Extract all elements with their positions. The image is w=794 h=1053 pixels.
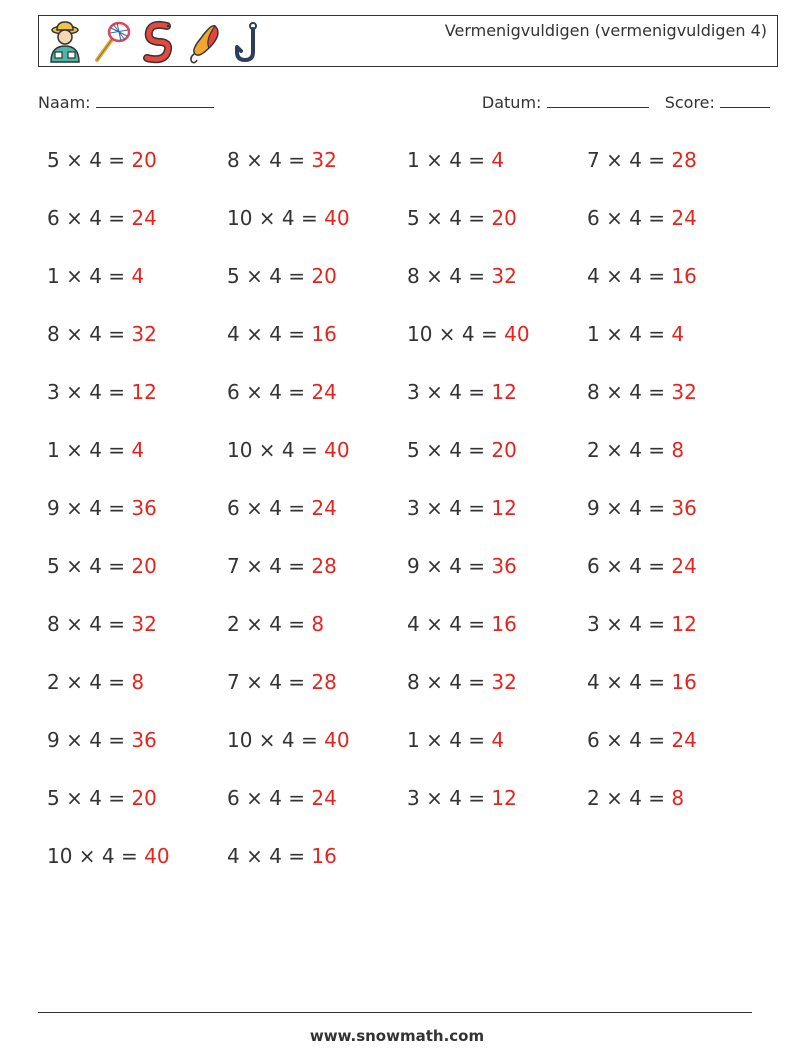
problem-answer: 20 bbox=[131, 148, 157, 172]
problem-question: 3 × 4 = bbox=[407, 380, 492, 404]
problem-question: 5 × 4 = bbox=[407, 438, 492, 462]
problem-answer: 4 bbox=[491, 728, 505, 752]
problem-question: 5 × 4 = bbox=[47, 786, 132, 810]
problem-item bbox=[227, 783, 337, 813]
problem-answer: 16 bbox=[311, 844, 337, 868]
problem-answer: 32 bbox=[311, 148, 337, 172]
problem-question: 7 × 4 = bbox=[227, 554, 312, 578]
problem-question: 10 × 4 = bbox=[227, 206, 325, 230]
fishing-hook-icon bbox=[229, 20, 269, 64]
problem-question: 7 × 4 = bbox=[587, 148, 672, 172]
problem-item bbox=[587, 551, 697, 581]
problem-item bbox=[587, 493, 697, 523]
problem-question: 10 × 4 = bbox=[407, 322, 505, 346]
problem-answer: 20 bbox=[131, 554, 157, 578]
problem-item bbox=[47, 435, 144, 465]
problem-answer: 4 bbox=[131, 438, 145, 462]
name-field bbox=[38, 93, 214, 112]
problem-answer: 40 bbox=[324, 438, 350, 462]
problem-item bbox=[227, 725, 350, 755]
problem-question: 4 × 4 = bbox=[227, 322, 312, 346]
header-icons bbox=[45, 20, 269, 64]
problem-answer: 12 bbox=[131, 380, 157, 404]
fisherman-icon bbox=[45, 20, 85, 64]
problem-question: 8 × 4 = bbox=[47, 612, 132, 636]
problem-answer: 32 bbox=[491, 264, 517, 288]
problem-item bbox=[407, 667, 517, 697]
problem-answer: 32 bbox=[131, 612, 157, 636]
problem-item bbox=[47, 841, 170, 871]
problem-question: 10 × 4 = bbox=[47, 844, 145, 868]
worksheet-header bbox=[38, 15, 778, 67]
problem-item bbox=[587, 609, 697, 639]
worksheet-title: Vermenigvuldigen (vermenigvuldigen 4) bbox=[444, 21, 767, 40]
problem-answer: 32 bbox=[131, 322, 157, 346]
problem-answer: 40 bbox=[504, 322, 530, 346]
problem-question: 3 × 4 = bbox=[407, 786, 492, 810]
problem-question: 9 × 4 = bbox=[407, 554, 492, 578]
problem-question: 1 × 4 = bbox=[47, 264, 132, 288]
problem-answer: 8 bbox=[671, 438, 685, 462]
problem-answer: 8 bbox=[311, 612, 325, 636]
problem-answer: 32 bbox=[491, 670, 517, 694]
problem-item bbox=[407, 261, 517, 291]
problem-question: 8 × 4 = bbox=[47, 322, 132, 346]
problem-item bbox=[407, 725, 504, 755]
problem-item bbox=[227, 841, 337, 871]
problem-answer: 24 bbox=[131, 206, 157, 230]
problem-question: 6 × 4 = bbox=[227, 496, 312, 520]
problem-answer: 4 bbox=[131, 264, 145, 288]
problem-item bbox=[47, 145, 157, 175]
problem-item bbox=[47, 725, 157, 755]
problem-question: 6 × 4 = bbox=[227, 380, 312, 404]
worm-icon bbox=[137, 20, 177, 64]
problem-item bbox=[587, 319, 684, 349]
problem-question: 3 × 4 = bbox=[407, 496, 492, 520]
problem-item bbox=[47, 783, 157, 813]
problem-question: 1 × 4 = bbox=[47, 438, 132, 462]
problem-question: 10 × 4 = bbox=[227, 438, 325, 462]
problem-question: 9 × 4 = bbox=[47, 728, 132, 752]
problem-answer: 16 bbox=[671, 670, 697, 694]
problem-item bbox=[407, 319, 530, 349]
problem-question: 8 × 4 = bbox=[407, 264, 492, 288]
footer-url: www.snowmath.com bbox=[309, 1027, 485, 1045]
problem-answer: 16 bbox=[671, 264, 697, 288]
problem-item bbox=[407, 203, 517, 233]
problem-answer: 36 bbox=[671, 496, 697, 520]
date-score-fields bbox=[482, 93, 770, 112]
problem-question: 2 × 4 = bbox=[587, 786, 672, 810]
problem-answer: 12 bbox=[491, 496, 517, 520]
problem-question: 2 × 4 = bbox=[587, 438, 672, 462]
problem-answer: 24 bbox=[671, 728, 697, 752]
problem-question: 5 × 4 = bbox=[47, 554, 132, 578]
problem-answer: 40 bbox=[324, 728, 350, 752]
problem-question: 6 × 4 = bbox=[227, 786, 312, 810]
problem-item bbox=[407, 377, 517, 407]
problem-item bbox=[47, 493, 157, 523]
problem-item bbox=[227, 261, 337, 291]
problem-question: 6 × 4 = bbox=[47, 206, 132, 230]
name-blank[interactable] bbox=[96, 93, 214, 108]
problem-question: 4 × 4 = bbox=[587, 264, 672, 288]
name-label: Naam: bbox=[38, 93, 91, 112]
problem-question: 3 × 4 = bbox=[587, 612, 672, 636]
problem-item bbox=[227, 609, 324, 639]
problem-question: 8 × 4 = bbox=[227, 148, 312, 172]
problem-answer: 36 bbox=[131, 728, 157, 752]
problem-item bbox=[407, 551, 517, 581]
problem-answer: 24 bbox=[671, 554, 697, 578]
problem-answer: 36 bbox=[131, 496, 157, 520]
problem-answer: 28 bbox=[671, 148, 697, 172]
score-label: Score: bbox=[664, 93, 715, 112]
problem-item bbox=[227, 319, 337, 349]
problem-item bbox=[227, 493, 337, 523]
problem-answer: 16 bbox=[311, 322, 337, 346]
date-blank[interactable] bbox=[547, 93, 649, 108]
problem-item bbox=[47, 609, 157, 639]
problem-question: 3 × 4 = bbox=[47, 380, 132, 404]
problem-question: 6 × 4 = bbox=[587, 728, 672, 752]
problem-question: 5 × 4 = bbox=[407, 206, 492, 230]
problem-item bbox=[407, 783, 517, 813]
problem-answer: 20 bbox=[131, 786, 157, 810]
problem-item bbox=[587, 377, 697, 407]
problem-answer: 12 bbox=[491, 786, 517, 810]
problem-answer: 16 bbox=[491, 612, 517, 636]
problem-answer: 32 bbox=[671, 380, 697, 404]
problem-item bbox=[587, 261, 697, 291]
problem-question: 2 × 4 = bbox=[47, 670, 132, 694]
problem-question: 8 × 4 = bbox=[407, 670, 492, 694]
problem-item bbox=[587, 435, 684, 465]
problem-answer: 20 bbox=[491, 206, 517, 230]
fishing-lure-icon bbox=[183, 20, 223, 64]
problem-item bbox=[407, 145, 504, 175]
problem-item bbox=[227, 551, 337, 581]
fishing-net-icon bbox=[91, 20, 131, 64]
problem-answer: 12 bbox=[491, 380, 517, 404]
problem-question: 4 × 4 = bbox=[407, 612, 492, 636]
problem-question: 1 × 4 = bbox=[407, 148, 492, 172]
problem-question: 7 × 4 = bbox=[227, 670, 312, 694]
problem-item bbox=[227, 667, 337, 697]
problem-question: 2 × 4 = bbox=[227, 612, 312, 636]
problem-question: 6 × 4 = bbox=[587, 554, 672, 578]
problem-answer: 28 bbox=[311, 554, 337, 578]
problem-answer: 8 bbox=[131, 670, 145, 694]
problem-question: 10 × 4 = bbox=[227, 728, 325, 752]
problem-item bbox=[407, 493, 517, 523]
problem-item bbox=[227, 145, 337, 175]
problem-item bbox=[227, 435, 350, 465]
problem-answer: 24 bbox=[311, 496, 337, 520]
problem-item bbox=[587, 725, 697, 755]
date-label: Datum: bbox=[481, 93, 542, 112]
problem-item bbox=[587, 783, 684, 813]
score-blank[interactable] bbox=[720, 93, 770, 108]
problem-question: 8 × 4 = bbox=[587, 380, 672, 404]
problem-item bbox=[407, 609, 517, 639]
footer-divider bbox=[38, 1012, 752, 1013]
problem-answer: 20 bbox=[491, 438, 517, 462]
problem-item bbox=[587, 667, 697, 697]
problem-item bbox=[587, 145, 697, 175]
problem-item bbox=[47, 551, 157, 581]
problem-item bbox=[227, 377, 337, 407]
problem-question: 6 × 4 = bbox=[587, 206, 672, 230]
problem-question: 9 × 4 = bbox=[587, 496, 672, 520]
problem-item bbox=[587, 203, 697, 233]
problem-answer: 24 bbox=[311, 380, 337, 404]
problem-item bbox=[407, 435, 517, 465]
problem-answer: 4 bbox=[491, 148, 505, 172]
problem-question: 1 × 4 = bbox=[407, 728, 492, 752]
problem-answer: 4 bbox=[671, 322, 685, 346]
problem-question: 1 × 4 = bbox=[587, 322, 672, 346]
problem-item bbox=[227, 203, 350, 233]
problem-answer: 12 bbox=[671, 612, 697, 636]
problem-item bbox=[47, 667, 144, 697]
problem-item bbox=[47, 203, 157, 233]
problem-answer: 28 bbox=[311, 670, 337, 694]
problem-item bbox=[47, 319, 157, 349]
problem-answer: 40 bbox=[324, 206, 350, 230]
problem-question: 5 × 4 = bbox=[227, 264, 312, 288]
problem-answer: 8 bbox=[671, 786, 685, 810]
problem-answer: 36 bbox=[491, 554, 517, 578]
problem-item bbox=[47, 261, 144, 291]
problem-question: 5 × 4 = bbox=[47, 148, 132, 172]
problem-question: 9 × 4 = bbox=[47, 496, 132, 520]
problem-question: 4 × 4 = bbox=[587, 670, 672, 694]
problem-answer: 24 bbox=[311, 786, 337, 810]
problem-answer: 20 bbox=[311, 264, 337, 288]
problem-answer: 24 bbox=[671, 206, 697, 230]
problem-item bbox=[47, 377, 157, 407]
problem-answer: 40 bbox=[144, 844, 170, 868]
problem-question: 4 × 4 = bbox=[227, 844, 312, 868]
